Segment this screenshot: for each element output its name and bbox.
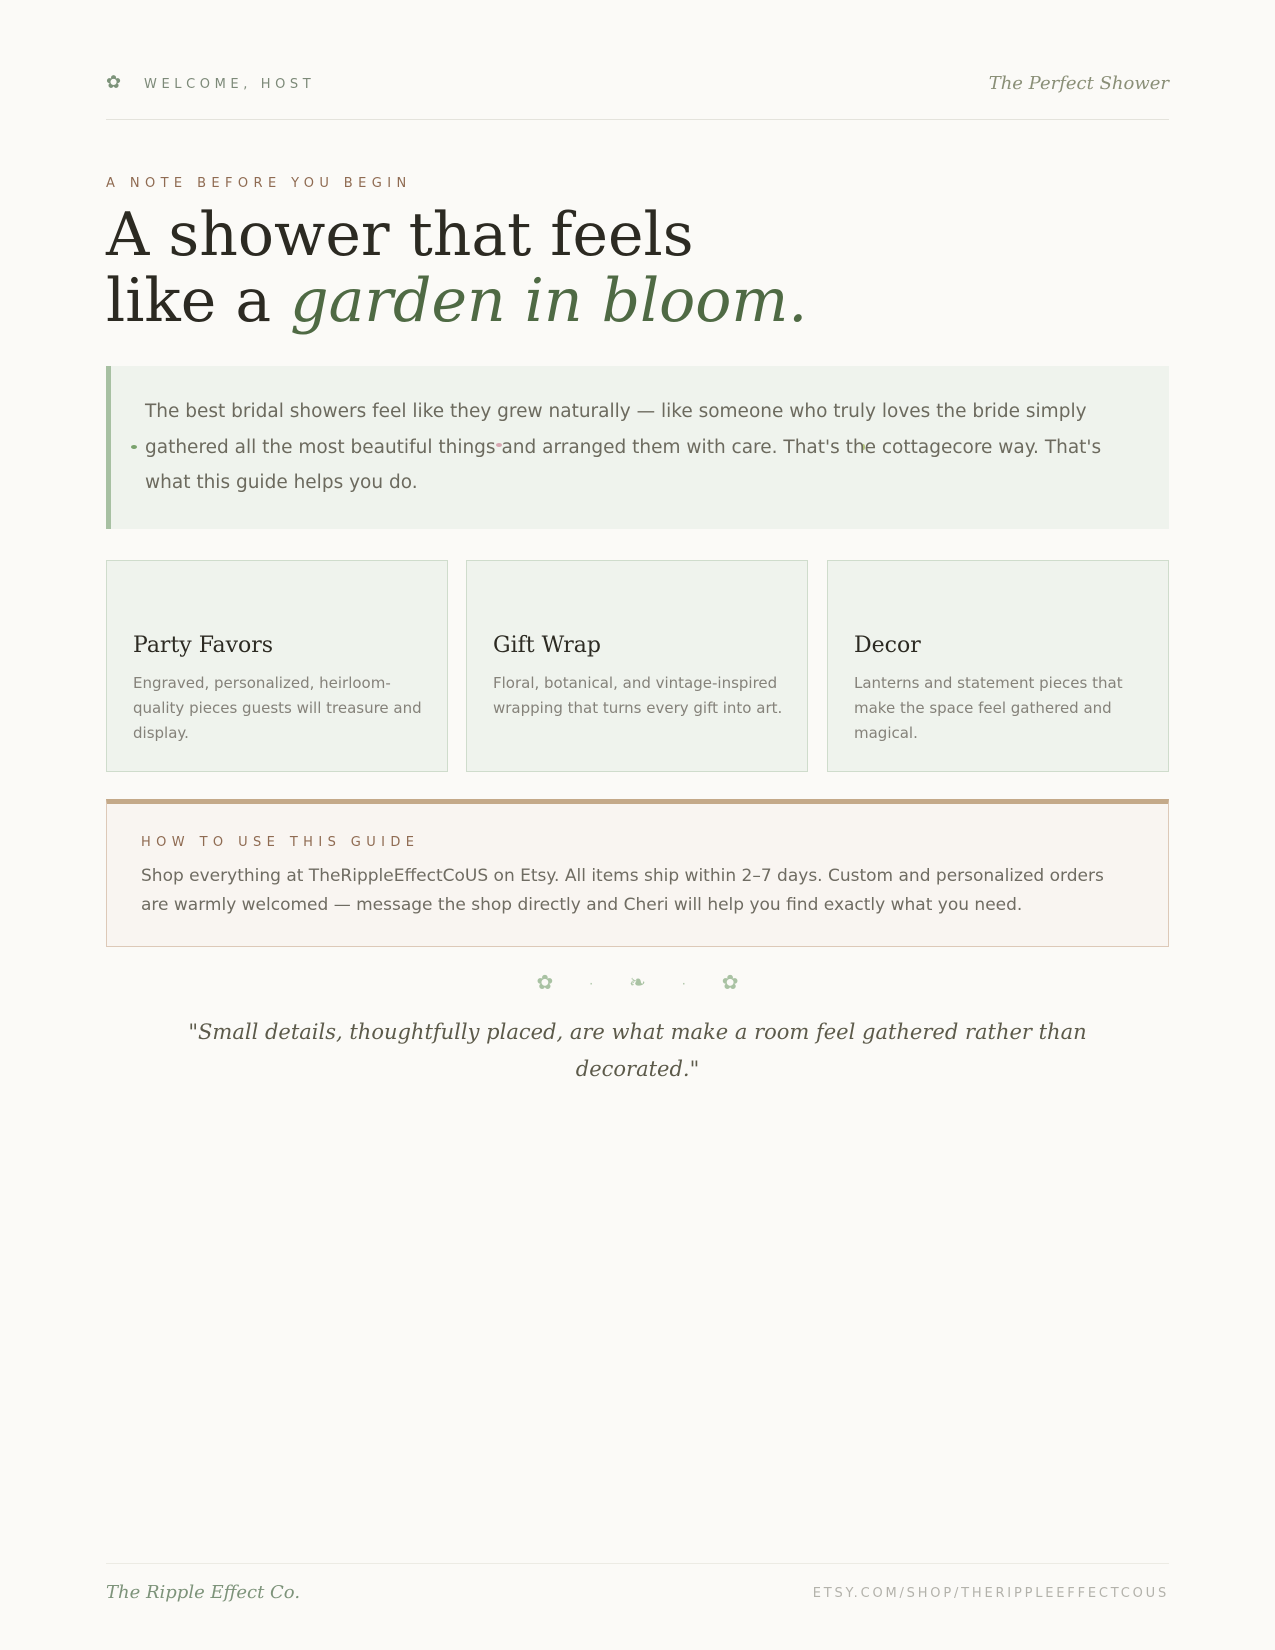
card-description: Lanterns and statement pieces that make the space feel gathered and magical. — [854, 674, 1123, 742]
guide-text: Shop everything at TheRippleEffectCoUS on Etsy. All items ship within 2–7 days. Custom and personalized orders are warmly welcomed — message the shop directly and Cheri will help you find exactly what you need. — [141, 866, 1104, 915]
guide-title: HOW TO USE THIS GUIDE — [141, 835, 420, 850]
card-decor — [827, 560, 1169, 772]
welcome-label: WELCOME, HOST — [144, 77, 316, 92]
card-description: Engraved, personalized, heirloom-quality pieces guests will treasure and display. — [133, 674, 422, 742]
leaf-icon: ❧ — [629, 970, 646, 994]
title-line-1: A shower that feels — [106, 200, 694, 270]
card-description: Floral, botanical, and vintage-inspired wrapping that turns every gift into art. — [493, 674, 783, 717]
how-to-use-box — [106, 799, 1169, 947]
title-accent: garden in bloom. — [290, 266, 808, 336]
guide-page — [106, 0, 1169, 1650]
card-title: Decor — [854, 633, 921, 658]
title-line-2: like a — [106, 266, 291, 336]
shop-url: ETSY.COM/SHOP/THERIPPLEEFFECTCOUS — [812, 1586, 1169, 1601]
leaf-icon — [131, 445, 137, 449]
card-gift-wrap — [466, 560, 808, 772]
footer-brand: The Ripple Effect Co. — [106, 1582, 301, 1603]
header-brand: The Perfect Shower — [988, 73, 1169, 94]
card-title: Party Favors — [133, 633, 274, 658]
card-party-favors — [106, 560, 448, 772]
intro-text: The best bridal showers feel like they grew naturally — like someone who truly loves the bride simply gathered all the most beautiful things and arranged them with care. That's the cottagecore way. That's what this guide helps you do. — [145, 401, 1102, 493]
intro-callout — [106, 366, 1169, 529]
ornament-divider — [106, 970, 1169, 994]
flower-icon: ✿ — [106, 72, 122, 93]
flower-icon: ✿ — [721, 970, 739, 994]
page-title — [106, 202, 807, 334]
pull-quote: "Small details, thoughtfully placed, are what make a room feel gathered rather than decorated." — [188, 1020, 1087, 1081]
card-title: Gift Wrap — [493, 633, 601, 658]
dot-separator: · — [681, 976, 686, 991]
page-header — [106, 72, 1169, 120]
dot-separator: · — [589, 976, 594, 991]
category-cards — [106, 560, 1169, 772]
page-footer — [106, 1563, 1169, 1623]
flower-icon: ✿ — [536, 970, 554, 994]
section-eyebrow: A NOTE BEFORE YOU BEGIN — [106, 176, 412, 191]
